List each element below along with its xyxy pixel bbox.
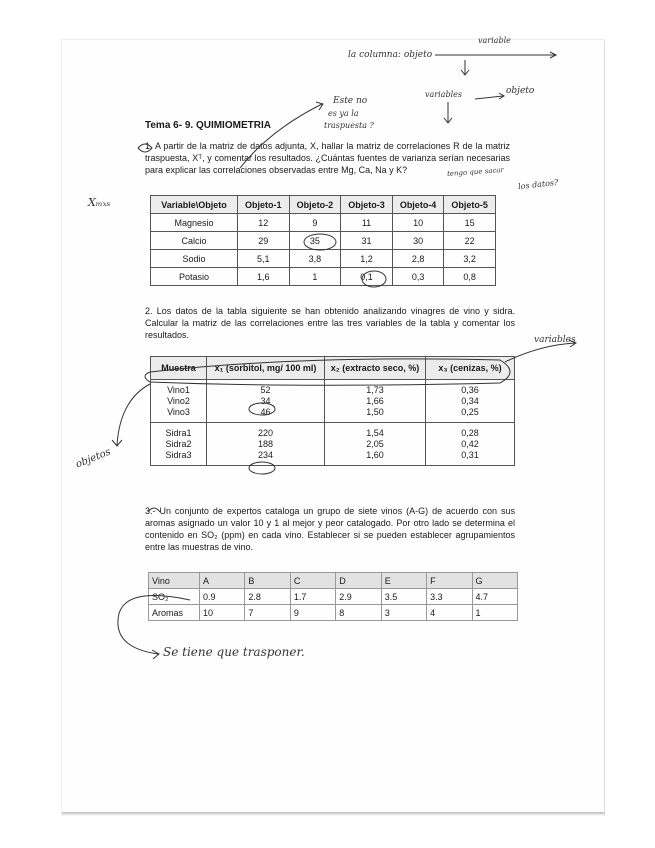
table-cell: 0,8 xyxy=(444,268,496,286)
table-header-cell: Objeto-1 xyxy=(238,196,290,214)
table-cell: 4 xyxy=(427,605,472,621)
table-cell: 0,1 xyxy=(341,268,393,286)
table-cell: 12 xyxy=(238,214,290,232)
cell-line: 0,42 xyxy=(461,438,479,449)
table-cell: 3,2 xyxy=(444,250,496,268)
table-cell: 9 xyxy=(290,605,335,621)
table-header-cell: Objeto-2 xyxy=(289,196,341,214)
cell-line: 1,50 xyxy=(366,406,384,417)
table-cell: 3,8 xyxy=(289,250,341,268)
table-cell: 0,3 xyxy=(392,268,444,286)
arrow-to-variables xyxy=(505,340,576,362)
cell-line: Sidra3 xyxy=(165,449,192,460)
table-cell: 1 xyxy=(472,605,517,621)
table-cell: F xyxy=(427,573,472,589)
circle-value-35 xyxy=(304,234,336,250)
table-cell: Sodio xyxy=(151,250,238,268)
table-header-cell: Objeto-5 xyxy=(444,196,496,214)
table-cell: 10 xyxy=(200,605,245,621)
table-cell: 2,8 xyxy=(392,250,444,268)
annotation-la-columna: la columna: objeto xyxy=(348,50,433,60)
table-cell: 11 xyxy=(341,214,393,232)
table-header-cell: x₁ (sorbitol, mg/ 100 ml) xyxy=(207,357,325,380)
cell-line: 0,36 xyxy=(461,384,479,395)
cell-line: 1,60 xyxy=(366,449,384,460)
oval-headers xyxy=(145,359,510,385)
table-cell: 3.5 xyxy=(381,589,426,605)
cell-line: 0,31 xyxy=(461,449,479,460)
arrow-to-note-bottom xyxy=(118,596,190,660)
table-cell: Potasio xyxy=(151,268,238,286)
table-cell: 0.9 xyxy=(200,589,245,605)
cell-line: Vino2 xyxy=(167,395,190,406)
cell-line: 1,54 xyxy=(366,427,384,438)
table-cell: B xyxy=(245,573,290,589)
cell-line: 52 xyxy=(260,384,271,395)
table-cell: 1 xyxy=(289,268,341,286)
cell-line: 2,05 xyxy=(366,438,384,449)
cell-line: 0,28 xyxy=(461,427,479,438)
cell-line: Vino1 xyxy=(167,384,190,395)
annotation-variables-right: variables xyxy=(534,335,576,345)
question-2-text: 2. Los datos de la tabla siguiente se han obtenido analizando vinagres de vino y sidra. Calcular la matriz de las correlaciones entre las tres variables de la tabla y comentar los resultados. xyxy=(145,306,515,340)
question-1-text: 1. A partir de la matriz de datos adjunta, X, hallar la matriz de correlaciones R de la matriz traspuesta, Xᵀ, y comentar los resultados. ¿Cuántas fuentes de varianza serían necesarias para explicar las correlaciones observadas entre Mg, Ca, Na y K? xyxy=(145,141,510,175)
annotation-tengo-que: tengo que sacar xyxy=(446,166,505,178)
table-cell: Aromas xyxy=(149,605,200,621)
arrow-down-1 xyxy=(461,60,469,75)
document-title: Tema 6- 9. QUIMIOMETRIA xyxy=(145,120,271,131)
table-cell: 2.8 xyxy=(245,589,290,605)
table-cell: 22 xyxy=(444,232,496,250)
annotation-los-datos: los datos? xyxy=(517,177,559,192)
table-cell: SO₂ xyxy=(149,589,200,605)
table-cell: 9 xyxy=(289,214,341,232)
table-cell: 30 xyxy=(392,232,444,250)
annotation-objetos: objetos xyxy=(74,446,113,471)
circle-value-234 xyxy=(249,462,275,474)
table-cell: 10 xyxy=(392,214,444,232)
table-cell: G xyxy=(472,573,517,589)
cell-line: 234 xyxy=(257,449,274,460)
annotation-objeto: objeto xyxy=(506,86,535,96)
circle-value-0-1 xyxy=(362,271,386,287)
circle-q3-number xyxy=(148,508,160,512)
table-header-cell: Muestra xyxy=(151,357,207,380)
table-header-cell: Objeto-4 xyxy=(392,196,444,214)
table-cell: 2.9 xyxy=(336,589,381,605)
table-cell: 1,6 xyxy=(238,268,290,286)
cell-line: 220 xyxy=(257,427,274,438)
cell-line: 1,73 xyxy=(366,384,384,395)
annotation-variable: variable xyxy=(478,36,511,45)
table-cell: Magnesio xyxy=(151,214,238,232)
table-cell: Vino xyxy=(149,573,200,589)
table-header-cell: x₂ (extracto seco, %) xyxy=(325,357,426,380)
table-cell: 3.3 xyxy=(427,589,472,605)
cell-line: 34 xyxy=(260,395,271,406)
cell-line: Vino3 xyxy=(167,406,190,417)
annotation-este-no: Este no xyxy=(333,96,368,106)
annotation-se-tiene: Se tiene que trasponer. xyxy=(163,645,305,659)
arrow-down-2 xyxy=(444,102,452,123)
table-header-cell: x₃ (cenizas, %) xyxy=(426,357,515,380)
cell-line: 188 xyxy=(257,438,274,449)
table-cell: 15 xyxy=(444,214,496,232)
arrow-right-2 xyxy=(475,93,504,99)
cell-line: 0,34 xyxy=(461,395,479,406)
circle-value-34 xyxy=(249,403,275,415)
table-cell: 4.7 xyxy=(472,589,517,605)
table-cell: 31 xyxy=(341,232,393,250)
table-cell: 1.7 xyxy=(290,589,335,605)
table-cell: 5,1 xyxy=(238,250,290,268)
table-cell: A xyxy=(200,573,245,589)
arrow-to-objetos xyxy=(112,384,150,446)
table-cell: 8 xyxy=(336,605,381,621)
table-header-cell: Variable\Objeto xyxy=(151,196,238,214)
table-cell: Calcio xyxy=(151,232,238,250)
table-cell: E xyxy=(381,573,426,589)
cell-line: 0,25 xyxy=(461,406,479,417)
table-cell: 7 xyxy=(245,605,290,621)
cell-line: 46 xyxy=(260,406,271,417)
annotation-xmxs: Xₘₓₛ xyxy=(88,196,111,209)
arrow-to-note xyxy=(240,102,323,168)
table-cell: 35 xyxy=(289,232,341,250)
table-cell: 29 xyxy=(238,232,290,250)
annotation-variables: variables xyxy=(425,90,462,99)
circle-q1-number xyxy=(138,144,152,152)
table-cell: C xyxy=(290,573,335,589)
table-header-cell: Objeto-3 xyxy=(341,196,393,214)
table-cell: D xyxy=(336,573,381,589)
table-cell: 3 xyxy=(381,605,426,621)
table-cell: 1,2 xyxy=(341,250,393,268)
cell-line: Sidra2 xyxy=(165,438,192,449)
question-3-text: 3.- Un conjunto de expertos cataloga un grupo de siete vinos (A-G) de acuerdo con sus aromas asignado un valor 10 y 1 al mejor y peor catalogado. Por otro lado se determina el contenido en SO₂ (ppm) en cada vino. Establecer si se pueden establecer agrupamientos entre las muestras de vino. xyxy=(145,506,515,552)
annotation-traspuesta: traspuesta ? xyxy=(324,121,374,130)
annotation-es-ya: es ya la xyxy=(328,109,359,118)
cell-line: Sidra1 xyxy=(165,427,192,438)
cell-line: 1,66 xyxy=(366,395,384,406)
